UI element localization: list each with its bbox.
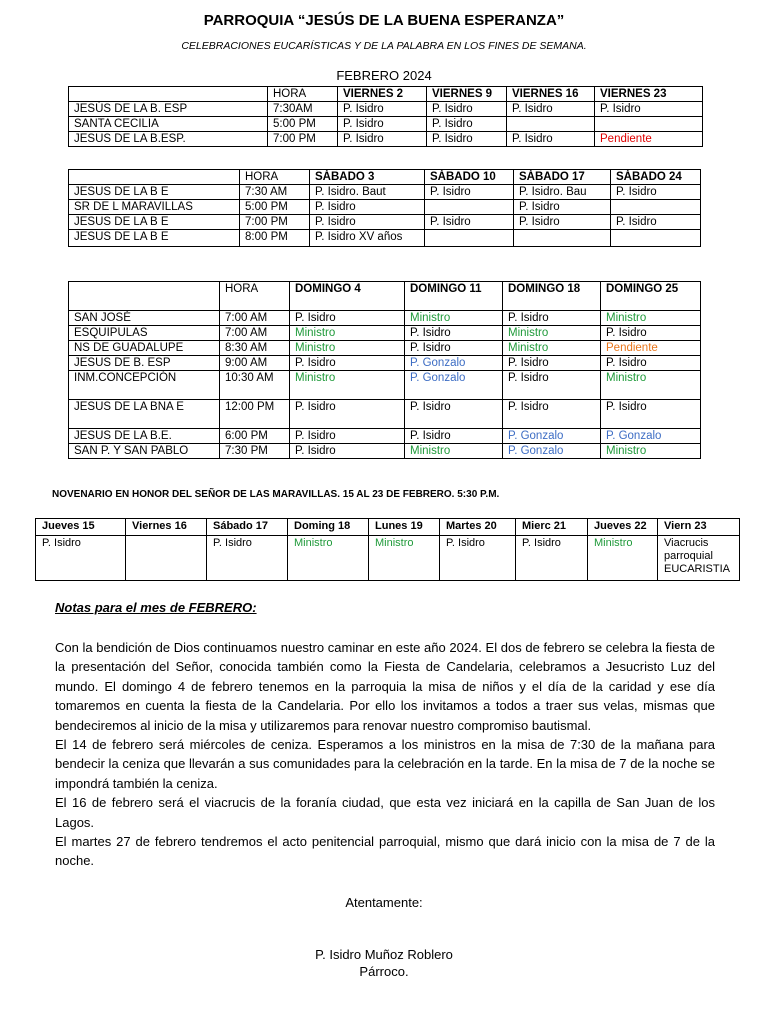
place-cell: JESUS DE LA BNA E — [69, 400, 220, 429]
header-cell: Viern 23 — [658, 519, 740, 536]
header-cell: SÁBADO 3 — [310, 170, 425, 185]
header-cell: Doming 18 — [288, 519, 369, 536]
notes-body — [55, 638, 715, 871]
time-cell: 12:00 PM — [220, 400, 290, 429]
table-row — [69, 132, 703, 147]
place-cell: SR DE L MARAVILLAS — [69, 200, 240, 215]
table-row — [69, 326, 701, 341]
time-cell: 7:30AM — [268, 102, 338, 117]
assignment-cell: Ministro — [503, 341, 601, 356]
assignment-cell: P. Isidro — [290, 429, 405, 444]
time-cell: 7:30 PM — [220, 444, 290, 459]
place-cell: ESQUIPULAS — [69, 326, 220, 341]
time-cell: 7:30 AM — [240, 185, 310, 200]
table-row — [69, 102, 703, 117]
assignment-cell: Ministro — [290, 341, 405, 356]
table-row — [69, 341, 701, 356]
place-cell: JESUS DE LA B E — [69, 215, 240, 230]
signer-role: Párroco. — [359, 964, 409, 979]
header-cell: DOMINGO 18 — [503, 282, 601, 311]
page-subtitle: CELEBRACIONES EUCARÍSTICAS Y DE LA PALABRA EN LOS FINES DE SEMANA. — [181, 40, 587, 52]
table-row — [69, 429, 701, 444]
assignment-cell: P. Isidro — [425, 185, 514, 200]
assignment-cell — [514, 230, 611, 247]
header-cell: Jueves 15 — [36, 519, 126, 536]
header-cell: Mierc 21 — [516, 519, 588, 536]
closing-salutation: Atentamente: — [345, 895, 423, 910]
assignment-cell: P. Gonzalo — [503, 429, 601, 444]
assignment-cell: Ministro — [405, 444, 503, 459]
header-cell: SÁBADO 17 — [514, 170, 611, 185]
notes-paragraph: El 16 de febrero será el viacrucis de la foranía ciudad, que esta vez iniciará en la capilla de San Juan de los Lagos. — [55, 795, 715, 830]
header-cell: SÁBADO 10 — [425, 170, 514, 185]
time-cell: 7:00 AM — [220, 311, 290, 326]
time-cell: 7:00 PM — [240, 215, 310, 230]
assignment-cell: P. Isidro — [440, 536, 516, 581]
assignment-cell: P. Isidro — [290, 356, 405, 371]
assignment-cell: P. Isidro — [611, 185, 701, 200]
place-cell: JESUS DE LA B E — [69, 185, 240, 200]
header-cell-hora: HORA — [268, 87, 338, 102]
time-cell: 10:30 AM — [220, 371, 290, 400]
assignment-cell: P. Isidro — [427, 102, 507, 117]
assignment-cell — [425, 230, 514, 247]
time-cell: 8:00 PM — [240, 230, 310, 247]
assignment-cell: P. Isidro — [514, 215, 611, 230]
header-cell-hora: HORA — [220, 282, 290, 311]
assignment-cell — [507, 117, 595, 132]
assignment-cell: P. Isidro — [405, 326, 503, 341]
assignment-cell: P. Isidro. Bau — [514, 185, 611, 200]
table-row — [69, 400, 701, 429]
table-row — [69, 185, 701, 200]
header-cell: VIERNES 2 — [338, 87, 427, 102]
signer-name: P. Isidro Muñoz Roblero — [315, 947, 453, 962]
fridays-table — [68, 86, 703, 147]
assignment-cell: P. Isidro — [310, 215, 425, 230]
assignment-cell: P. Isidro — [207, 536, 288, 581]
assignment-cell: Ministro — [601, 371, 701, 400]
assignment-cell: Ministro — [503, 326, 601, 341]
assignment-cell: P. Isidro. Baut — [310, 185, 425, 200]
assignment-cell: P. Isidro — [405, 429, 503, 444]
assignment-cell: P. Isidro — [310, 200, 425, 215]
assignment-cell: P. Isidro — [405, 341, 503, 356]
assignment-cell: Ministro — [601, 311, 701, 326]
assignment-cell: P. Isidro — [503, 371, 601, 400]
assignment-cell: P. Isidro — [427, 132, 507, 147]
place-cell: JESÚS DE LA B. ESP — [69, 102, 268, 117]
saturdays-table — [68, 169, 701, 247]
assignment-cell: P. Isidro — [290, 444, 405, 459]
assignment-cell: P. Isidro — [338, 102, 427, 117]
header-cell: Lunes 19 — [369, 519, 440, 536]
assignment-cell — [425, 200, 514, 215]
assignment-cell: Ministro — [290, 371, 405, 400]
time-cell: 5:00 PM — [240, 200, 310, 215]
time-cell: 7:00 PM — [268, 132, 338, 147]
header-cell: DOMINGO 4 — [290, 282, 405, 311]
assignment-cell — [595, 117, 703, 132]
assignment-cell: P. Isidro — [338, 132, 427, 147]
assignment-cell: Ministro — [288, 536, 369, 581]
header-cell — [69, 87, 268, 102]
time-cell: 8:30 AM — [220, 341, 290, 356]
header-cell: DOMINGO 25 — [601, 282, 701, 311]
time-cell: 7:00 AM — [220, 326, 290, 341]
notes-paragraph: El martes 27 de febrero tendremos el acto penitencial parroquial, mismo que dará inicio con la misa de 7 de la noche. — [55, 834, 715, 869]
assignment-cell: P. Isidro — [290, 400, 405, 429]
header-cell: Sábado 17 — [207, 519, 288, 536]
header-cell: Viernes 16 — [126, 519, 207, 536]
assignment-cell: P. Isidro — [503, 356, 601, 371]
header-cell — [69, 170, 240, 185]
place-cell: SANTA CECILIA — [69, 117, 268, 132]
novena-title: NOVENARIO EN HONOR DEL SEÑOR DE LAS MARAVILLAS. 15 AL 23 DE FEBRERO. 5:30 P.M. — [52, 489, 500, 500]
assignment-cell: P. Isidro XV años — [310, 230, 425, 247]
table-row — [36, 536, 740, 581]
header-cell — [69, 282, 220, 311]
table-row — [69, 371, 701, 400]
assignment-cell: Ministro — [601, 444, 701, 459]
assignment-cell: P. Isidro — [507, 132, 595, 147]
assignment-cell: P. Isidro — [503, 311, 601, 326]
place-cell: JESUS DE B. ESP — [69, 356, 220, 371]
notes-title: Notas para el mes de FEBRERO: — [55, 600, 257, 615]
assignment-cell: P. Isidro — [516, 536, 588, 581]
assignment-cell: P. Gonzalo — [503, 444, 601, 459]
place-cell: JESUS DE LA B E — [69, 230, 240, 247]
sundays-table — [68, 281, 701, 459]
assignment-cell: P. Gonzalo — [405, 356, 503, 371]
header-cell: VIERNES 23 — [595, 87, 703, 102]
signature-block — [0, 946, 768, 980]
assignment-cell: P. Gonzalo — [405, 371, 503, 400]
table-header-row — [69, 282, 701, 311]
table-row — [69, 444, 701, 459]
assignment-cell: P. Isidro — [514, 200, 611, 215]
assignment-cell: Ministro — [369, 536, 440, 581]
place-cell: JESUS DE LA B.ESP. — [69, 132, 268, 147]
assignment-cell: P. Isidro — [290, 311, 405, 326]
pending-cell: Pendiente — [601, 341, 701, 356]
assignment-cell: Ministro — [405, 311, 503, 326]
header-cell-hora: HORA — [240, 170, 310, 185]
assignment-cell: P. Isidro — [425, 215, 514, 230]
notes-paragraph: El 14 de febrero será miércoles de ceniza. Esperamos a los ministros en la misa de 7:30 de la mañana para bendecir la ceniza que llevarán a sus comunidades para la celebración en la tarde. En la misa de 7 de la noche se impondrá también la ceniza. — [55, 737, 715, 791]
time-cell: 5:00 PM — [268, 117, 338, 132]
table-header-row — [69, 170, 701, 185]
table-row — [69, 215, 701, 230]
table-row — [69, 311, 701, 326]
assignment-cell: P. Isidro — [507, 102, 595, 117]
table-header-row — [36, 519, 740, 536]
header-cell: VIERNES 16 — [507, 87, 595, 102]
place-cell: INM.CONCEPCIÓN — [69, 371, 220, 400]
assignment-cell: P. Isidro — [601, 356, 701, 371]
place-cell: SAN P. Y SAN PABLO — [69, 444, 220, 459]
assignment-cell: Ministro — [588, 536, 658, 581]
table-row — [69, 117, 703, 132]
assignment-cell: P. Gonzalo — [601, 429, 701, 444]
table-row — [69, 200, 701, 215]
place-cell: JESUS DE LA B.E. — [69, 429, 220, 444]
table-header-row — [69, 87, 703, 102]
header-cell: DOMINGO 11 — [405, 282, 503, 311]
assignment-cell: P. Isidro — [601, 326, 701, 341]
header-cell: Martes 20 — [440, 519, 516, 536]
assignment-cell: Viacrucis parroquial EUCARISTIA — [658, 536, 740, 581]
place-cell: SAN JOSÉ — [69, 311, 220, 326]
assignment-cell: P. Isidro — [595, 102, 703, 117]
header-cell: VIERNES 9 — [427, 87, 507, 102]
month-heading: FEBRERO 2024 — [336, 68, 432, 83]
assignment-cell: P. Isidro — [611, 215, 701, 230]
assignment-cell — [126, 536, 207, 581]
assignment-cell: P. Isidro — [338, 117, 427, 132]
page-title: PARROQUIA “JESÚS DE LA BUENA ESPERANZA” — [203, 12, 565, 29]
header-cell: Jueves 22 — [588, 519, 658, 536]
place-cell: NS DE GUADALUPE — [69, 341, 220, 356]
header-cell: SÁBADO 24 — [611, 170, 701, 185]
assignment-cell: P. Isidro — [36, 536, 126, 581]
table-row — [69, 230, 701, 247]
time-cell: 6:00 PM — [220, 429, 290, 444]
table-row — [69, 356, 701, 371]
notes-paragraph: Con la bendición de Dios continuamos nuestro caminar en este año 2024. El dos de febrero se celebra la fiesta de la presentación del Señor, conocida también como la Fiesta de Candelaria, celebramos a Jesucristo Luz del mundo. El domingo 4 de febrero tenemos en la parroquia la misa de niños y el día de la caridad y ese día tomaremos en cuenta la fiesta de la Candelaria. Por ello los invitamos a todos a traer sus velas, mismas que bendeciremos al inicio de la misa y utilizaremos para renovar nuestro compromiso bautismal. — [55, 640, 715, 733]
assignment-cell: P. Isidro — [405, 400, 503, 429]
assignment-cell — [611, 230, 701, 247]
assignment-cell: P. Isidro — [503, 400, 601, 429]
assignment-cell: P. Isidro — [427, 117, 507, 132]
time-cell: 9:00 AM — [220, 356, 290, 371]
assignment-cell — [611, 200, 701, 215]
pending-cell: Pendiente — [595, 132, 703, 147]
assignment-cell: P. Isidro — [601, 400, 701, 429]
assignment-cell: Ministro — [290, 326, 405, 341]
novena-table — [35, 518, 740, 581]
